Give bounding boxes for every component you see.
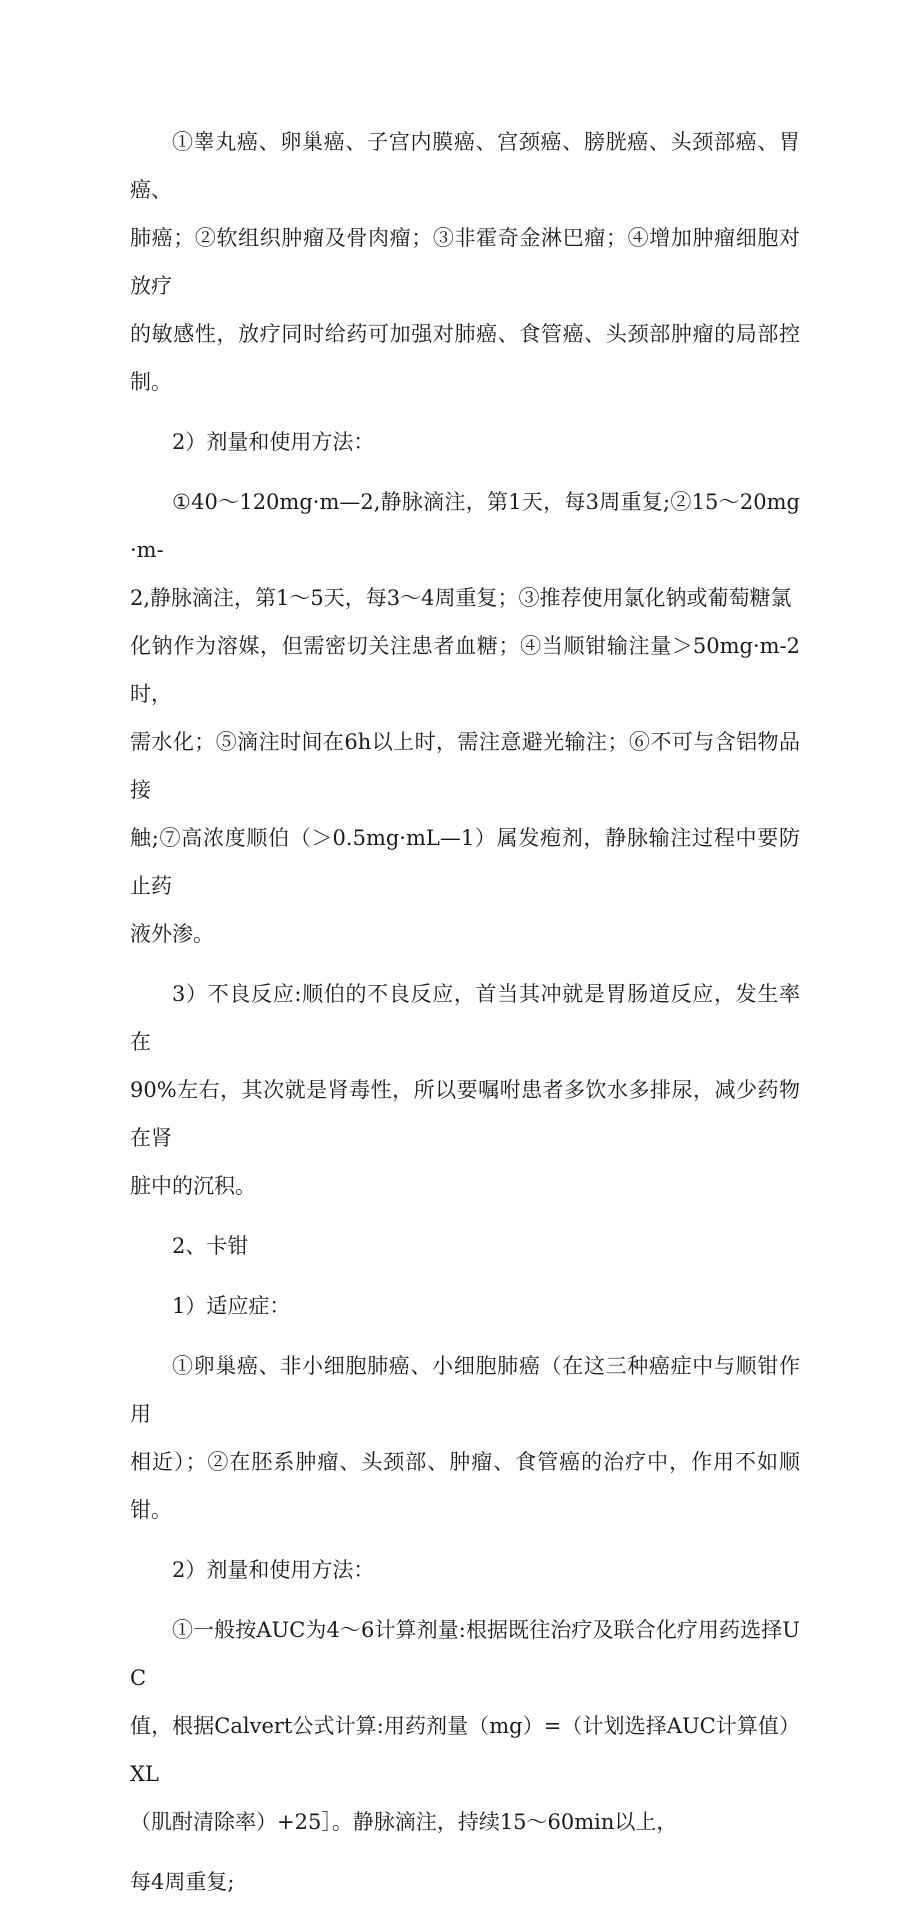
text-line: 2、卡钳	[172, 1234, 249, 1258]
text-line: 2）剂量和使用方法：	[172, 1558, 375, 1582]
paragraph-carboplatin-dosage	[130, 1606, 800, 1846]
text-line: 2）剂量和使用方法：	[172, 430, 375, 454]
section-heading-carboplatin	[130, 1222, 800, 1270]
text-line: 脏中的沉积。	[130, 1174, 256, 1198]
document-body	[130, 118, 800, 1918]
text-line: 触;⑦高浓度顺伯（＞0.5mg·mL—1）属发疱剂，静脉输注过程中要防止药	[130, 826, 800, 898]
heading-indications	[130, 1282, 800, 1330]
paragraph-carboplatin-indications	[130, 1342, 800, 1534]
paragraph-repeat-schedule	[130, 1858, 800, 1906]
text-line: 1）适应症：	[172, 1294, 291, 1318]
heading-dosage	[130, 418, 800, 466]
text-line: ①40～120mg·m—2,静脉滴注，第1天，每3周重复;②15～20mg·m-	[130, 490, 800, 562]
text-line: 值，根据Calvert公式计算:用药剂量（mg）=（计划选择AUC计算值）XL	[130, 1714, 800, 1786]
text-line: 每4周重复;	[130, 1870, 235, 1894]
text-line: 的敏感性，放疗同时给药可加强对肺癌、食管癌、头颈部肿瘤的局部控制。	[130, 322, 800, 394]
text-line: 3）不良反应:顺伯的不良反应，首当其冲就是胃肠道反应，发生率在	[130, 982, 800, 1054]
text-line: 肺癌；②软组织肿瘤及骨肉瘤；③非霍奇金淋巴瘤；④增加肿瘤细胞对放疗	[130, 226, 800, 298]
text-line: ①睾丸癌、卵巢癌、子宫内膜癌、宫颈癌、膀胱癌、头颈部癌、胃癌、	[130, 130, 800, 202]
text-line: 2,静脉滴注，第1～5天，每3～4周重复；③推荐使用氯化钠或葡萄糖氯	[130, 586, 792, 610]
text-line: 需水化；⑤滴注时间在6h以上时，需注意避光输注；⑥不可与含铝物品接	[130, 730, 800, 802]
heading-dosage-2	[130, 1546, 800, 1594]
paragraph-cisplatin-indications	[130, 118, 800, 406]
text-line: 化钠作为溶媒，但需密切关注患者血糖；④当顺钳输注量＞50mg·m-2时，	[130, 634, 800, 706]
paragraph-cisplatin-dosage	[130, 478, 800, 958]
text-line: ①卵巢癌、非小细胞肺癌、小细胞肺癌（在这三种癌症中与顺钳作用	[130, 1354, 800, 1426]
paragraph-adverse-reactions	[130, 970, 800, 1210]
text-line: （肌酎清除率）+25］。静脉滴注，持续15～60min以上，	[130, 1810, 678, 1834]
text-line: ①一般按AUC为4～6计算剂量:根据既往治疗及联合化疗用药选择UC	[130, 1618, 800, 1690]
text-line: 90%左右，其次就是肾毒性，所以要嘱咐患者多饮水多排尿，减少药物在肾	[130, 1078, 800, 1150]
text-line: 液外渗。	[130, 922, 214, 946]
text-line: 相近）；②在胚系肿瘤、头颈部、肿瘤、食管癌的治疗中，作用不如顺钳。	[130, 1450, 800, 1522]
